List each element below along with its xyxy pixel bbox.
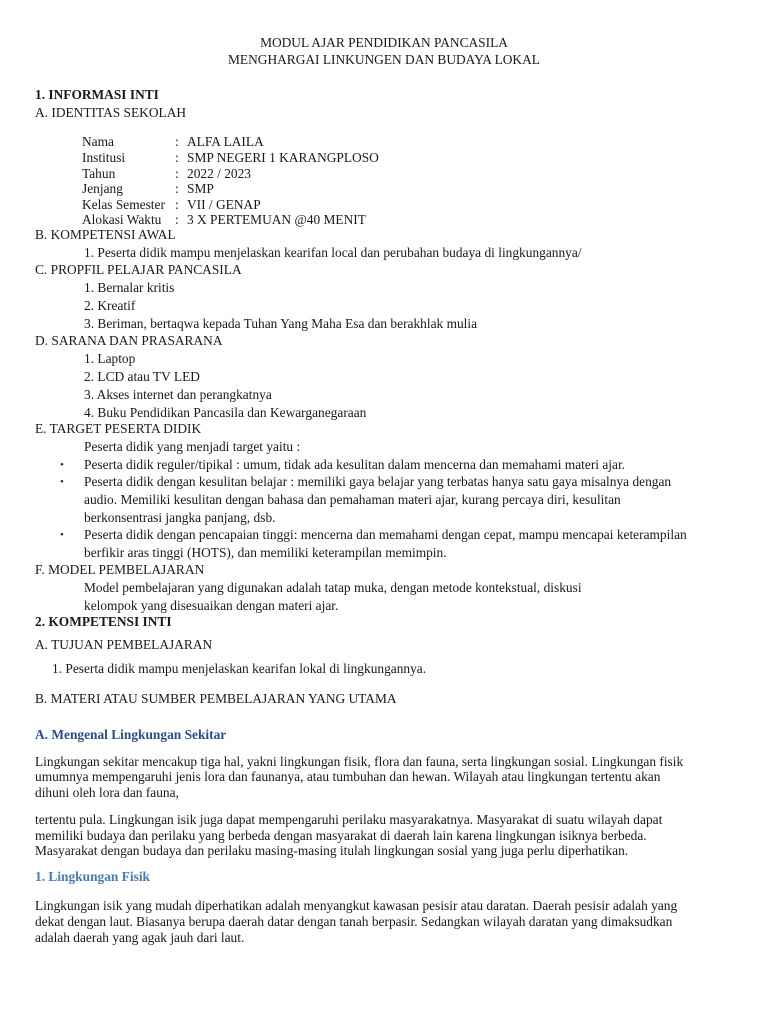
profil-item: 3. Beriman, bertaqwa kepada Tuhan Yang Maha Esa dan berakhlak mulia xyxy=(84,316,478,331)
doc-title-line1: MODUL AJAR PENDIDIKAN PANCASILA xyxy=(260,35,508,50)
materi-paragraph-line: dihuni oleh lora dan fauna, xyxy=(35,785,179,800)
model-pembelajaran-text: Model pembelajaran yang digunakan adalah tatap muka, dengan metode kontekstual, diskusi xyxy=(84,580,582,595)
profil-item: 2. Kreatif xyxy=(84,298,136,313)
lingkungan-fisik-heading: 1. Lingkungan Fisik xyxy=(35,869,150,884)
section2-heading: 2. KOMPETENSI INTI xyxy=(35,614,172,629)
section1-heading: 1. INFORMASI INTI xyxy=(35,87,159,102)
tujuan-heading: A. TUJUAN PEMBELAJARAN xyxy=(35,637,213,652)
materi-paragraph-line: Masyarakat dengan budaya dan perilaku masing-masing itulah lingkungan sosial yang juga perlu diperhatikan. xyxy=(35,843,629,858)
materi-paragraph-line: umumnya mempengaruhi jenis lora dan faunanya, atau tumbuhan dan hewan. Wilayah atau lingkungan tertentu akan xyxy=(35,769,661,784)
target-intro: Peserta didik yang menjadi target yaitu : xyxy=(84,439,301,454)
sarana-item: 1. Laptop xyxy=(84,351,136,366)
bullet-icon: • xyxy=(60,476,64,488)
identity-key: Alokasi Waktu xyxy=(82,212,162,227)
sarana-item: 2. LCD atau TV LED xyxy=(84,369,200,384)
materi-paragraph-line: dekat dengan laut. Biasanya berupa daerah datar dengan tanah berpasir. Sedangkan wilayah daratan yang dimaksudkan xyxy=(35,914,673,929)
identity-value: ALFA LAILA xyxy=(187,134,264,149)
identity-row-kelas-semester xyxy=(82,197,261,213)
target-bullet-text: Peserta didik reguler/tipikal : umum, tidak ada kesulitan dalam mencerna dan memahami materi ajar. xyxy=(84,457,626,472)
kompetensi-awal-item: 1. Peserta didik mampu menjelaskan kearifan local dan perubahan budaya di lingkungannya/ xyxy=(84,245,582,260)
identity-value: SMP xyxy=(187,181,214,196)
sarana-item: 3. Akses internet dan perangkatnya xyxy=(84,387,272,402)
identity-colon: : xyxy=(175,150,179,165)
bullet-icon: • xyxy=(60,459,64,471)
target-heading: E. TARGET PESERTA DIDIK xyxy=(35,421,202,436)
target-bullet-text: berkonsentrasi jangka panjang, dsb. xyxy=(84,510,276,525)
tujuan-item: 1. Peserta didik mampu menjelaskan kearifan lokal di lingkungannya. xyxy=(52,661,427,676)
identity-row-institusi xyxy=(82,150,379,166)
materi-paragraph-line: tertentu pula. Lingkungan isik juga dapat mempengaruhi perilaku masyarakatnya. Masyarakat di suatu wilayah dapat xyxy=(35,812,663,827)
model-pembelajaran-heading: F. MODEL PEMBELAJARAN xyxy=(35,562,205,577)
kompetensi-awal-heading: B. KOMPETENSI AWAL xyxy=(35,227,176,242)
identity-row-tahun xyxy=(82,166,251,182)
target-bullet-text: Peserta didik dengan kesulitan belajar : memiliki gaya belajar yang terbatas hanya satu gaya misalnya dengan xyxy=(84,474,672,489)
identity-value: 3 X PERTEMUAN @40 MENIT xyxy=(187,212,366,227)
identity-value: 2022 / 2023 xyxy=(187,166,251,181)
identity-row-jenjang xyxy=(82,181,214,197)
identity-row-alokasi-waktu xyxy=(82,212,366,228)
target-bullet-text: audio. Memiliki kesulitan dengan bahasa dan pemahaman materi ajar, kurang percaya diri, kesulitan xyxy=(84,492,621,507)
identity-colon: : xyxy=(175,166,179,181)
identity-row-nama xyxy=(82,134,264,150)
doc-title-line2: MENGHARGAI LINKUNGEN DAN BUDAYA LOKAL xyxy=(228,52,540,67)
materi-paragraph-line: Lingkungan isik yang mudah diperhatikan adalah menyangkut kawasan pesisir atau daratan. Daerah pesisir adalah yang xyxy=(35,898,678,913)
identity-value: VII / GENAP xyxy=(187,197,261,212)
identity-key: Nama xyxy=(82,134,114,149)
identity-value: SMP NEGERI 1 KARANGPLOSO xyxy=(187,150,379,165)
target-bullet-text: Peserta didik dengan pencapaian tinggi: mencerna dan memahami dengan cepat, mampu mencapai keterampilan xyxy=(84,527,687,542)
model-pembelajaran-text: kelompok yang disesuaikan dengan materi ajar. xyxy=(84,598,339,613)
identity-key: Institusi xyxy=(82,150,126,165)
materi-paragraph-line: adalah daerah yang agak jauh dari laut. xyxy=(35,930,245,945)
identity-colon: : xyxy=(175,181,179,196)
sarana-heading: D. SARANA DAN PRASARANA xyxy=(35,333,223,348)
identity-colon: : xyxy=(175,197,179,212)
identity-colon: : xyxy=(175,134,179,149)
identitas-heading: A. IDENTITAS SEKOLAH xyxy=(35,105,187,120)
mengenal-lingkungan-heading: A. Mengenal Lingkungan Sekitar xyxy=(35,727,227,742)
target-bullet-text: berfikir aras tinggi (HOTS), dan memiliki keterampilan memimpin. xyxy=(84,545,447,560)
materi-paragraph-line: Lingkungan sekitar mencakup tiga hal, yakni lingkungan fisik, flora dan fauna, serta lingkungan sosial. Lingkungan fisik xyxy=(35,754,684,769)
materi-heading: B. MATERI ATAU SUMBER PEMBELAJARAN YANG UTAMA xyxy=(35,691,397,706)
identity-key: Tahun xyxy=(82,166,116,181)
profil-item: 1. Bernalar kritis xyxy=(84,280,175,295)
identity-colon: : xyxy=(175,212,179,227)
profil-pelajar-heading: C. PROPFIL PELAJAR PANCASILA xyxy=(35,262,242,277)
sarana-item: 4. Buku Pendidikan Pancasila dan Kewarganegaraan xyxy=(84,405,367,420)
bullet-icon: • xyxy=(60,529,64,541)
identity-key: Kelas Semester xyxy=(82,197,165,212)
identity-key: Jenjang xyxy=(82,181,123,196)
materi-paragraph-line: memiliki budaya dan perilaku yang berbeda dengan masyarakat di daerah lain karena lingkungan isiknya berbeda. xyxy=(35,828,647,843)
